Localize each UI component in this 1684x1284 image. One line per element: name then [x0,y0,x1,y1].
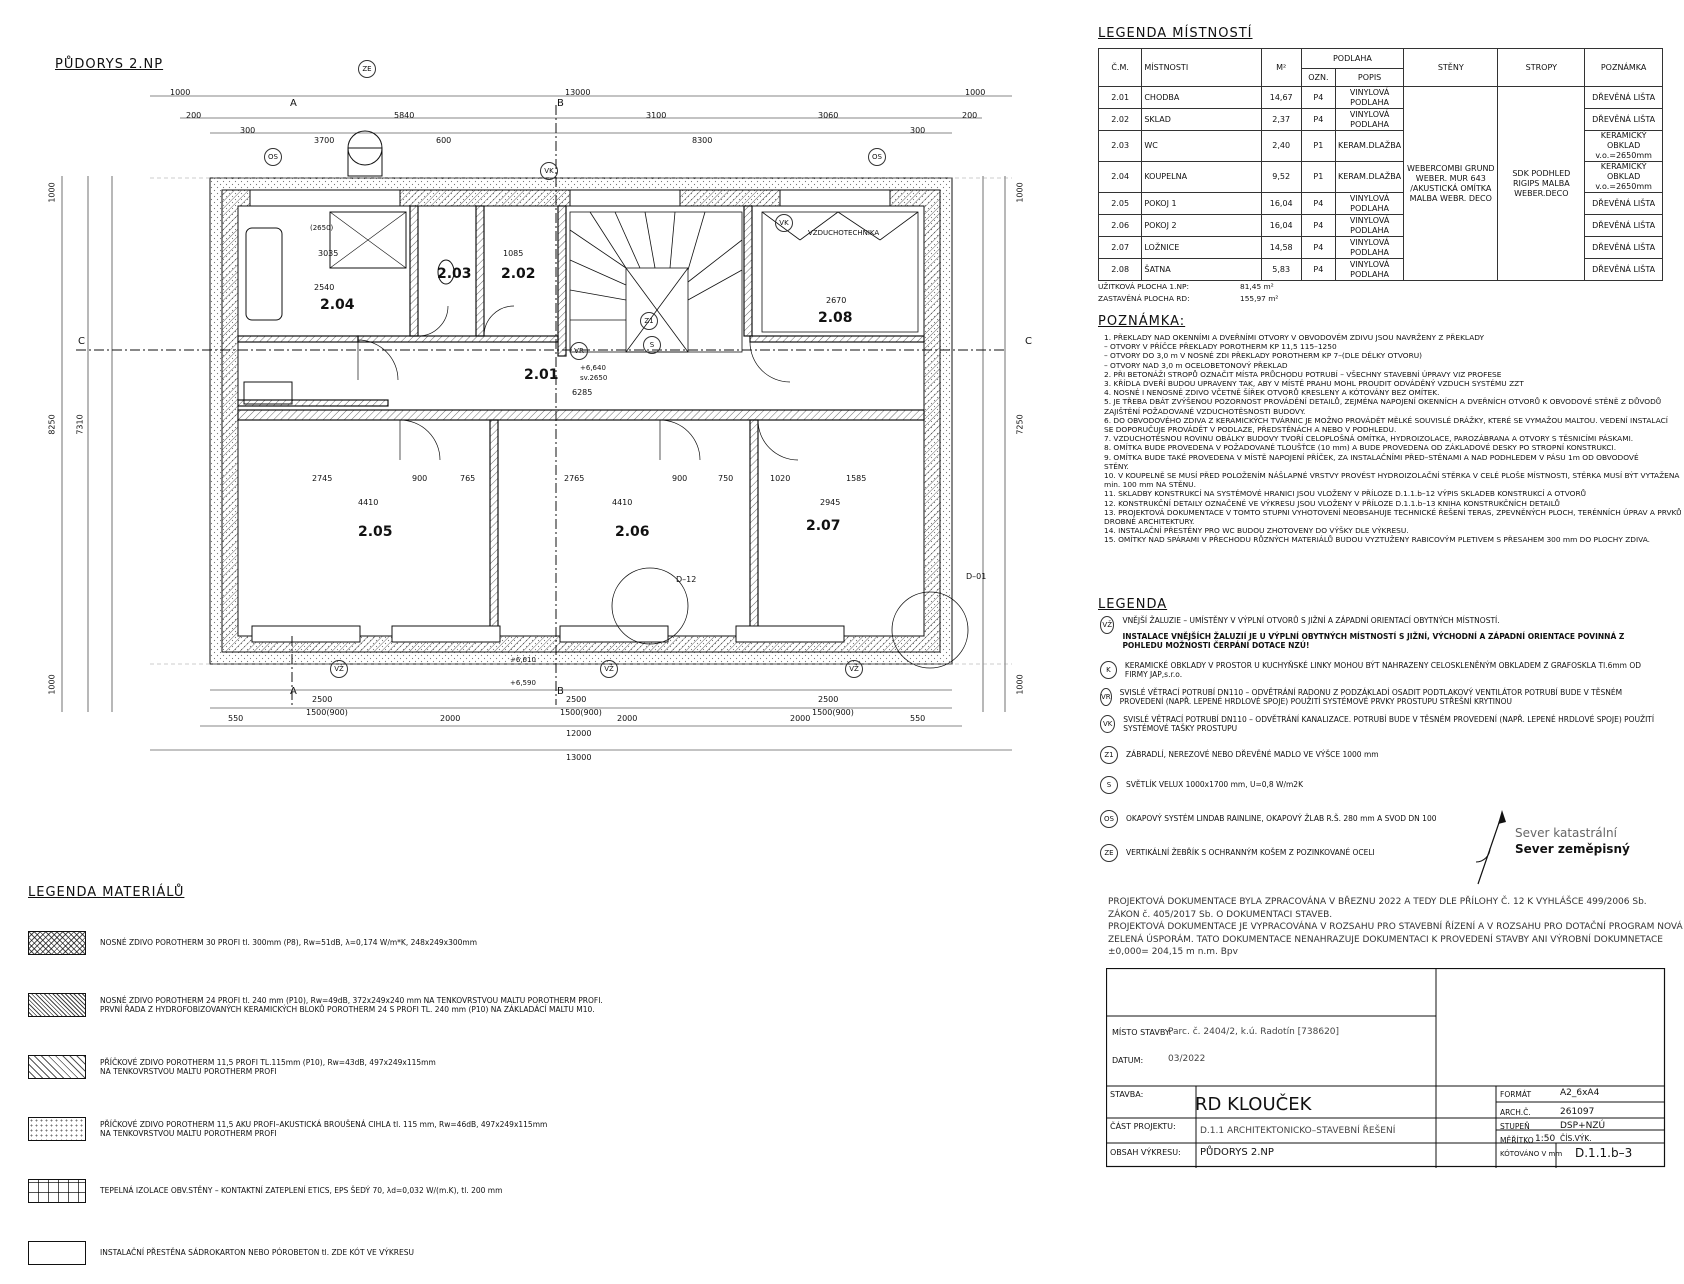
height-mark: sv.2650 [580,374,608,382]
th-floor-code: OZN. [1301,69,1335,87]
th-name: MÍSTNOSTI [1142,49,1261,87]
material-swatch [28,993,86,1017]
dim-interior: 4410 [612,498,633,507]
cell: DŘEVĚNÁ LIŠTA [1585,237,1663,259]
material-text: PŘÍČKOVÉ ZDIVO POROTHERM 11,5 AKU PROFI–AKUSTICKÁ BROUŠENÁ CIHLA tl. 115 mm, Rw=46dB, 497x249x115mm [100,1119,548,1129]
dim-top: 3700 [314,136,335,145]
cell: 2.03 [1099,131,1142,162]
building-label: STAVBA: [1110,1090,1144,1099]
legend-text: KERAMICKÉ OBKLADY V PROSTOR U KUCHYŇSKÉ LINKY MOHOU BÝT NAHRAZENY CELOSKLENĚNÝM OBKLADEM Z GRAFOSKLA Tl.6mm OD FIRMY JAP,s.r.o. [1124,660,1642,679]
note-line: 12. KONSTRUKČNÍ DETAILY OZNAČENÉ VE VÝKRESU JSOU VLOŽENY V PŘÍLOZE D.1.1.b–13 KNIHA KONSTRUKČNÍCH DETAILŮ [1104,498,1560,508]
dim-top: 1000 [965,88,986,97]
built-area: 155,97 m² [1240,294,1279,303]
cell: P4 [1301,259,1335,281]
dim-top: 600 [436,136,452,145]
tag-z1: Z1 [640,312,658,330]
cell: VINYLOVÁ PODLAHA [1335,193,1403,215]
note-line: 9. OMÍTKA BUDE TAKÉ PROVEDENA V MÍSTĚ NAPOJENÍ PŘÍČEK, ZA INSTALAČNÍMI PŘED–STĚNAMI A NAD PODHLEDEM V PÁSU 1m OD OBVODOVÉ [1104,452,1639,462]
th-floor-desc: POPIS [1335,69,1403,87]
detail-ref: D–12 [676,575,697,584]
cell: KERAMICKÝ OBKLAD v.o.=2650mm [1585,131,1663,162]
dim-left: 1000 [47,674,57,695]
legend-text: SVISLÉ VĚTRACÍ POTRUBÍ DN110 – ODVĚTRÁNÍ KANALIZACE. POTRUBÍ BUDE V TĚSNÉM PROVEDENÍ (NAPŘ. LEPENÉ HRDLOVÉ SPOJE) POUŽITÍ SYSTÉMOVÉ TAŠKY PROSTUPU [1123,714,1655,733]
cell: 2.06 [1099,215,1142,237]
site-value: Parc. č. 2404/2, k.ú. Radotín [738620] [1168,1027,1340,1037]
legend-symbol: VŽ [1100,616,1114,634]
cell: DŘEVĚNÁ LIŠTA [1585,193,1663,215]
num-label: ČÍS.VÝK. [1560,1134,1592,1143]
room-label-2.03: 2.03 [437,266,472,282]
walls-cell: WEBERCOMBI GRUND WEBER. MUR 643 /AKUSTICKÁ OMÍTKA MALBA WEBR. DECO [1404,87,1498,281]
legend-text: VERTIKÁLNÍ ŽEBŘÍK S OCHRANNÝM KOŠEM Z POZINKOVANÉ OCELI [1126,847,1375,857]
tag-vz: VŽ [845,660,863,678]
dim-bottom: 2000 [790,714,811,723]
legend-item [1100,688,1660,707]
dim-interior: 4410 [358,498,379,507]
dim-top: 8300 [692,136,713,145]
vzt-label: VZDUCHOTECHNIKA [808,229,880,237]
dim-bottom: 1500(900) [306,708,348,717]
legend-symbol: S [1100,776,1118,794]
th-note: POZNÁMKA [1585,49,1663,87]
material-item [28,1160,603,1222]
project-line: PROJEKTOVÁ DOKUMENTACE BYLA ZPRACOVÁNA V BŘEZNU 2022 A TEDY DLE PŘÍLOHY Č. 12 K VYHLÁŠCE 499/2006 Sb. [1108,897,1647,907]
th-ceilings: STROPY [1498,49,1585,87]
dim-interior: 1085 [503,249,524,258]
cell: 16,04 [1261,193,1301,215]
note-line: 10. V KOUPELNĚ SE MUSÍ PŘED POLOŽENÍM NÁŠLAPNÉ VRSTVY PROVÉST HYDROIZOLAČNÍ STĚRKA V CELÉ PLOŠE MÍSTNOSTI, STĚRKA MUSÍ BÝT VYTAŽENA [1104,471,1680,481]
room-label-2.08: 2.08 [818,310,853,326]
section-mark-c: C [1025,336,1032,347]
legend-text: OKAPOVÝ SYSTÉM LINDAB RAINLINE, OKAPOVÝ ŽLAB R.Š. 280 mm A SVOD DN 100 [1126,813,1437,823]
cell: 2,40 [1261,131,1301,162]
dim-bottom: 1500(900) [560,708,602,717]
th-floor: PODLAHA [1301,49,1403,69]
note-line: 11. SKLADBY KONSTRUKCÍ NA SYSTÉMOVÉ HRANICI JSOU VLOŽENY V PŘÍLOZE D.1.1.b–12 VÝPIS SKLADEB KONSTRUKCÍ A OTVORŮ [1104,489,1586,499]
tag-vz: VŽ [330,660,348,678]
dim-left: 1000 [47,182,57,203]
cell: VINYLOVÁ PODLAHA [1335,109,1403,131]
plan-title: PŮDORYS 2.NP [55,57,164,72]
cell: 2.01 [1099,87,1142,109]
cell: VINYLOVÁ PODLAHA [1335,237,1403,259]
room-label-2.05: 2.05 [358,524,393,540]
dim-right: 1000 [1015,674,1025,695]
note-line: 3. KŘÍDLA DVEŘÍ BUDOU UPRAVENY TAK, ABY V MÍSTĚ PRAHU MOHL PROUDIT ODVÁDĚNÝ VZDUCH SYSTÉMU ZZT [1104,379,1524,389]
dim-bottom: 2500 [566,695,587,704]
dim-interior: 3035 [318,249,339,258]
project-line: PROJEKTOVÁ DOKUMENTACE JE VYPRACOVÁNA V ROZSAHU PRO STAVEBNÍ ŘÍZENÍ A V ROZSAHU PRO DOTAČNÍ PROGRAM NOVÁ [1108,922,1683,932]
arch-value: 261097 [1560,1107,1595,1117]
legend-symbol: K [1100,661,1117,679]
project-line: ZELENÁ ÚSPORÁM. TATO DOKUMENTACE NENAHRAZUJE DOKUMENTACI K PROVEDENÍ STAVBY ANI VÝROBNÍ DOKUMNETACE [1108,934,1663,945]
legend-symbol: VR [1100,688,1112,706]
dim-bottom: 2000 [440,714,461,723]
note-line: – OTVORY NAD 3,0 m OCELOBETONOVÝ PŘEKLAD [1104,360,1288,370]
material-item [28,1222,603,1284]
note-line: 8. OMÍTKA BUDE PROVEDENA V POŽADOVANÉ TLOUŠŤCE (10 mm) A BUDE PROVEDENA OD ZÁKLADOVÉ DESKY PO STROPNÍ KONSTRUKCI. [1104,443,1617,453]
drawing-value: PŮDORYS 2.NP [1200,1147,1274,1158]
dim-top: 300 [910,126,926,135]
cell: ŠATNA [1142,259,1261,281]
cell: WC [1142,131,1261,162]
legend-text: ZÁBRADLÍ, NEREZOVÉ NEBO DŘEVĚNÉ MADLO VE VÝŠCE 1000 mm [1126,749,1379,759]
note-line: 6. DO OBVODOVÉHO ZDIVA Z KERAMICKÝCH TVÁRNIC JE MOŽNO PROVÁDĚT MĚLKÉ SOUVISLÉ DRÁŽKY, KTERÉ SE VYMAŽOU MALTOU. VEDENÍ INSTALACÍ [1104,415,1668,425]
legend-symbol: Z1 [1100,746,1118,764]
material-swatch [28,1055,86,1079]
cell: 14,67 [1261,87,1301,109]
tag-os: OS [264,148,282,166]
room-label-2.04: 2.04 [320,297,355,313]
dim-interior: 6285 [572,388,593,397]
section-mark-b: B [557,686,564,697]
dim-right: 7250 [1015,414,1025,435]
cell: P4 [1301,237,1335,259]
material-swatch [28,1241,86,1265]
dim-bottom: 550 [910,714,926,723]
legend-item [1100,776,1660,794]
date-value: 03/2022 [1168,1054,1206,1064]
tag-s: S [643,336,661,354]
dim-interior: 2670 [826,296,847,305]
dim-bottom: 2500 [312,695,333,704]
ceilings-cell: SDK PODHLED RIGIPS MALBA WEBER.DECO [1498,87,1585,281]
cell: SKLAD [1142,109,1261,131]
material-swatch [28,1179,86,1203]
dim-top: 13000 [565,88,591,97]
cell: 2.02 [1099,109,1142,131]
note-line: 2. PŘI BETONÁŽI STROPŮ OZNAČIT MÍSTA PRŮCHODU POTRUBÍ – VŠECHNY STAVEBNÍ ÚPRAVY VIZ PROFESE [1104,369,1502,379]
cell: DŘEVĚNÁ LIŠTA [1585,87,1663,109]
detail-ref: D–01 [966,572,987,581]
cell: 2.08 [1099,259,1142,281]
tag-vr: VR [570,342,588,360]
height-note: (2650) [310,224,334,232]
material-swatch [28,931,86,955]
scale-label: MĚŘÍTKO [1500,1136,1534,1145]
room-label-2.02: 2.02 [501,266,536,282]
cell: KERAM.DLAŽBA [1335,162,1403,193]
north-cadastral: Sever katastrální [1515,826,1617,840]
cell: LOŽNICE [1142,237,1261,259]
section-mark-a: A [290,98,297,109]
scale-value: 1:50 [1535,1134,1556,1144]
cell: 2.04 [1099,162,1142,193]
note-line: 13. PROJEKTOVÁ DOKUMENTACE V TOMTO STUPNI VYHOTOVENÍ NEOBSAHUJE TECHNICKÉ ŘEŠENÍ TERAS, ZPEVNĚNÝCH PLOCH, TERÉNNÍCH ÚPRAV A PRVKŮ [1104,507,1682,517]
dim-top: 200 [186,111,202,120]
dim-interior: 2765 [564,474,585,483]
dim-right: 1000 [1015,182,1025,203]
built-area-label: ZASTAVĚNÁ PLOCHA RD: [1098,294,1190,303]
materials-list [28,912,603,1284]
notes-list [1104,333,1682,545]
roof-vent [348,131,382,176]
section-mark-b: B [557,98,564,109]
note-line: 14. INSTALAČNÍ PŘESTĚNY PRO WC BUDOU ZHOTOVENY DO VÝŠKY DLE VÝKRESU. [1104,526,1409,536]
cell: VINYLOVÁ PODLAHA [1335,259,1403,281]
north-geographic: Sever zeměpisný [1515,842,1630,856]
cell: 2,37 [1261,109,1301,131]
note-line: 7. VZDUCHOTĚSNOU ROVINU OBÁLKY BUDOVY TVOŘÍ CELOPLOŠNÁ OMÍTKA, HYDROIZOLACE, PAROZÁBRANA A OTVORY S TĚSNICÍMI PÁSKAMI. [1104,434,1634,444]
dim-bottom-total: 13000 [566,753,592,762]
dim-interior: 1020 [770,474,791,483]
material-text: INSTALAČNÍ PŘESTĚNA SÁDROKARTON NEBO PÓROBETON tl. ZDE KÓT VE VÝKRESU [100,1248,415,1258]
cell: DŘEVĚNÁ LIŠTA [1585,109,1663,131]
cell: KOUPELNA [1142,162,1261,193]
note-line: ZAJIŠTĚNÍ POŽADOVANÉ VZDUCHOTĚSNOSTI BUDOVY. [1104,406,1306,416]
notes-title: POZNÁMKA: [1098,314,1186,329]
cell: VINYLOVÁ PODLAHA [1335,87,1403,109]
dim-interior: 900 [412,474,428,483]
cell: 5,83 [1261,259,1301,281]
dim-top: 300 [240,126,256,135]
num-value: D.1.1.b–3 [1575,1146,1633,1160]
material-item [28,974,603,1036]
dim-bottom: 550 [228,714,244,723]
dim-interior: 1585 [846,474,867,483]
legend-symbol: OS [1100,810,1118,828]
format-value: A2_6xA4 [1560,1088,1600,1098]
cell: P1 [1301,131,1335,162]
legend-item [1100,810,1660,828]
note-line: 4. NOSNÉ I NENOSNÉ ZDIVO VČETNĚ ŠÍŘEK OTVORŮ KRESLENY A KÓTOVÁNY BEZ OMÍTEK. [1104,388,1440,398]
site-label: MÍSTO STAVBY: [1112,1028,1172,1037]
note-line: 1. PŘEKLADY NAD OKENNÍMI A DVEŘNÍMI OTVORY V OBVODOVÉM ZDIVU JSOU NAVRŽENY Z PŘEKLADY [1104,333,1485,342]
note-line: DROBNÉ ARCHITEKTURY. [1104,517,1195,527]
note-line: SE DOPORUČUJE PROVÁDĚT V PODLAZE, PŘEDSTĚNÁCH A NEBO V PODHLEDU. [1104,425,1397,435]
th-walls: STĚNY [1404,49,1498,87]
cell: 2.07 [1099,237,1142,259]
windows-north [250,190,890,206]
rooms-table [1098,48,1663,281]
tag-os: OS [868,148,886,166]
section-mark-c: C [78,336,85,347]
checked-label: KÓTOVÁNO V mm [1500,1150,1563,1158]
project-line: ±0,000= 204,15 m n.m. Bpv [1108,947,1238,957]
cell: VINYLOVÁ PODLAHA [1335,215,1403,237]
legend-item [1100,746,1660,764]
room-label-2.07: 2.07 [806,518,841,534]
legend-item [1100,715,1660,734]
dim-top: 5840 [394,111,415,120]
cell: POKOJ 1 [1142,193,1261,215]
cell: P4 [1301,109,1335,131]
th-area: M² [1261,49,1301,87]
height-mark: +6,640 [580,364,606,372]
material-text: NA TENKOVRSTVOU MALTU POROTHERM PROFI [100,1067,277,1076]
note-line: 15. OMÍTKY NAD SPÁRAMI V PŘECHODU RŮZNÝCH MATERIÁLŮ BUDOU VYZTUŽENY RABICOVÝM PLETIVEM S PŘESAHEM 300 mm DO PLOCHY ZDIVA. [1104,535,1651,545]
dim-bottom: 2000 [617,714,638,723]
format-label: FORMÁT [1500,1090,1532,1099]
cell: 16,04 [1261,215,1301,237]
dim-interior: 750 [718,474,734,483]
legend-text: SVĚTLÍK VELUX 1000x1700 mm, U=0,8 W/m2K [1126,779,1303,789]
legend-item [1100,616,1660,651]
dim-left: 7310 [75,414,85,435]
legend-symbol: VK [1100,715,1115,733]
project-text [1108,896,1683,959]
dim-interior: 765 [460,474,476,483]
drawing-label: OBSAH VÝKRESU: [1110,1148,1181,1157]
part-value: D.1.1 ARCHITEKTONICKO–STAVEBNÍ ŘEŠENÍ [1200,1126,1396,1136]
cell: DŘEVĚNÁ LIŠTA [1585,259,1663,281]
arch-label: ARCH.Č. [1500,1108,1531,1117]
cell: P1 [1301,162,1335,193]
height-mark: +6,590 [510,679,536,687]
stage-value: DSP+NZÚ [1560,1121,1606,1131]
dim-top: 200 [962,111,978,120]
rooms-legend-title: LEGENDA MÍSTNOSTÍ [1098,26,1253,41]
useful-area-label: UŽITKOVÁ PLOCHA 1.NP: [1098,282,1189,291]
legend-title: LEGENDA [1098,597,1168,612]
material-text: NA TENKOVRSTVOU MALTU POROTHERM PROFI [100,1129,277,1138]
legend-text: VNĚJŠÍ ŽALUZIE – UMÍSTĚNY V VÝPLNÍ OTVORŮ S JIŽNÍ A ZÁPADNÍ ORIENTACÍ OBYTNÝCH MÍSTNOSTÍ. [1122,616,1500,625]
dim-interior: 900 [672,474,688,483]
material-item [28,1036,603,1098]
cell: P4 [1301,215,1335,237]
dim-top: 3060 [818,111,839,120]
date-label: DATUM: [1112,1056,1144,1065]
dim-bottom: 2500 [818,695,839,704]
note-line: STĚNY. [1104,461,1129,471]
dim-top: 1000 [170,88,191,97]
cell: DŘEVĚNÁ LIŠTA [1585,215,1663,237]
dim-interior: 2945 [820,498,841,507]
tag-vk: VK [775,214,793,232]
cell: KERAMICKÝ OBKLAD v.o.=2650mm [1585,162,1663,193]
cell: P4 [1301,193,1335,215]
materials-title: LEGENDA MATERIÁLŮ [28,885,185,900]
stage-label: STUPEŇ [1500,1122,1530,1131]
cell: 9,52 [1261,162,1301,193]
cell: 2.05 [1099,193,1142,215]
legend-item [1100,661,1660,680]
material-text: NOSNÉ ZDIVO POROTHERM 30 PROFI tl. 300mm (P8), Rw=51dB, λ=0,174 W/m*K, 248x249x300mm [100,938,478,948]
material-item [28,1098,603,1160]
room-label-2.06: 2.06 [615,524,650,540]
material-text: PŘÍČKOVÉ ZDIVO POROTHERM 11,5 PROFI TL.115mm (P10), Rw=43dB, 497x249x115mm [100,1057,436,1067]
material-swatch [28,1117,86,1141]
legend-symbol: ZE [1100,844,1118,862]
dim-interior: 2540 [314,283,335,292]
note-line: min. 100 mm NA STĚNU. [1104,480,1196,490]
material-item [28,912,603,974]
building-value: RD KLOUČEK [1195,1094,1312,1115]
useful-area: 81,45 m² [1240,282,1274,291]
height-mark: +6,610 [510,656,536,664]
material-text: TEPELNÁ IZOLACE OBV.STĚNY – KONTAKTNÍ ZATEPLENÍ ETICS, EPS ŠEDÝ 70, λd=0,032 W/(m.K), tl. 200 mm [100,1186,503,1196]
material-text: PRVNÍ ŘADA Z HYDROFOBIZOVANÝCH KERAMICKÝCH BLOKŮ POROTHERM 24 S PROFI TL. 240 mm (P10) NA ZÁKLADÁCÍ MALTU M10. [100,1005,595,1014]
note-line: 5. JE TŘEBA DBÁT ZVÝŠENOU POZORNOST PROVÁDĚNÍ DETAILŮ, ZEJMÉNA NAPOJENÍ OKENNÍCH A DVEŘNÍCH OTVORŮ K OBVODOVÉ STĚNĚ Z DŮVODŮ [1104,397,1662,407]
project-line: ZÁKON č. 405/2017 Sb. O DOKUMENTACI STAVEB. [1108,909,1333,920]
cell: CHODBA [1142,87,1261,109]
cell: P4 [1301,87,1335,109]
legend-bold-text: INSTALACE VNĚJŠÍCH ŽALUZIÍ JE U VÝPLNÍ OBYTNÝCH MÍSTNOSTÍ S JIŽNÍ, VÝCHODNÍ A ZÁPADNÍ ORIENTACE POVINNÁ Z POHLEDU MOŽNOSTI ČERPÁNÍ DOTACE NZÚ! [1122,631,1625,650]
dim-interior: 2745 [312,474,333,483]
cell: KERAM.DLAŽBA [1335,131,1403,162]
note-line: – OTVORY DO 3,0 m V NOSNÉ ZDI PŘEKLADY POROTHERM KP 7–(DLE DÉLKY OTVORU) [1104,351,1423,361]
cell: 14,58 [1261,237,1301,259]
th-num: Č.M. [1099,49,1142,87]
note-line: – OTVORY V PŘÍČCE PŘEKLADY POROTHERM KP 11,5 115–1250 [1104,342,1337,352]
tag-vk: VK [540,162,558,180]
dim-bottom-total: 12000 [566,729,592,738]
legend-text: SVISLÉ VĚTRACÍ POTRUBÍ DN110 – ODVĚTRÁNÍ RADONU Z PODZÁKLADÍ OSADIT PODTLAKOVÝ VENTILÁTOR POTRUBÍ BUDE V TĚSNÉM PROVEDENÍ (NAPŘ. LEPENÉ HRDLOVÉ SPOJE) POUŽITÍ SYSTÉMOVÉ PRVKY PROSTUPU STŘEŠNÍ KRYTINOU [1119,687,1623,706]
part-label: ČÁST PROJEKTU: [1110,1122,1176,1131]
material-text: NOSNÉ ZDIVO POROTHERM 24 PROFI tl. 240 mm (P10), Rw=49dB, 372x249x240 mm NA TENKOVRSTVOU MALTU POROTHERM PROFI. [100,995,603,1005]
legend-list [1100,616,1660,862]
dim-left: 8250 [47,414,57,435]
tag-vz: VŽ [600,660,618,678]
dim-bottom: 1500(900) [812,708,854,717]
room-label-2.01: 2.01 [524,367,559,383]
section-mark-a: A [290,686,297,697]
tag-ze: ZE [358,60,376,78]
dim-top: 3100 [646,111,667,120]
cell: POKOJ 2 [1142,215,1261,237]
